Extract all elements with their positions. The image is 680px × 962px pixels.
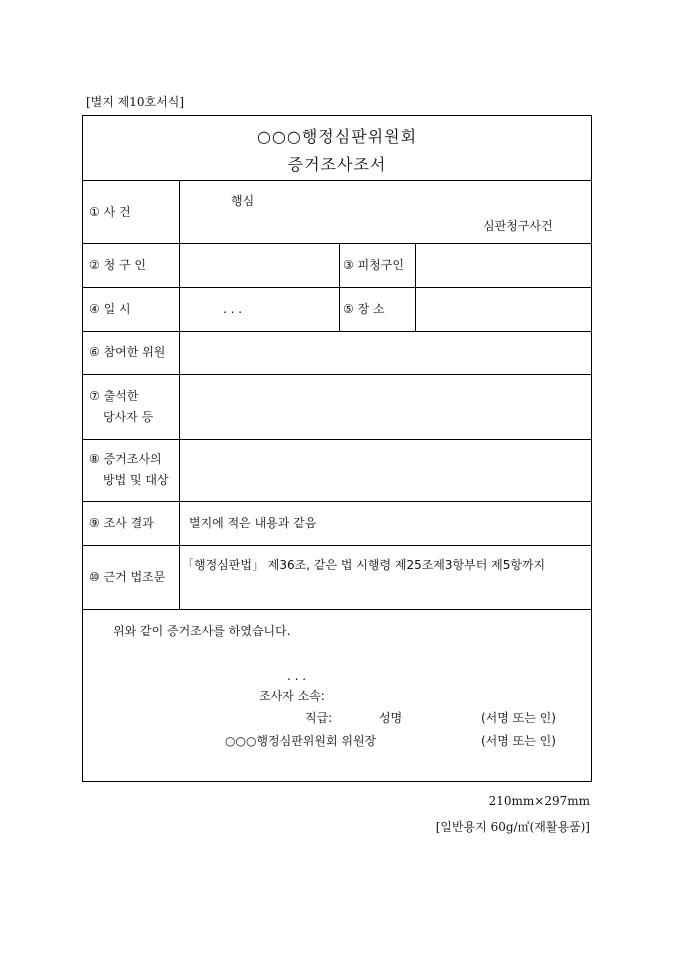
form-number-label: [별지 제10호서식]: [86, 95, 184, 109]
paper-spec: [일반용지 60g/㎡(재활용품)]: [435, 820, 590, 834]
investigator-affiliation: 조사자 소속:: [259, 689, 325, 703]
divider: [83, 374, 591, 375]
closing-date-dots: . . .: [287, 669, 307, 683]
case-label: ① 사 건: [89, 205, 131, 219]
result-value: 별지에 적은 내용과 같음: [189, 516, 317, 530]
parties-label-line1: ⑦ 출석한: [89, 389, 139, 403]
basis-value: 「행정심판법」 제36조, 같은 법 시행령 제25조제3항부터 제5항까지: [182, 558, 546, 572]
chairman-title: ○○○행정심판위원회 위원장: [225, 734, 377, 748]
place-label: ⑤ 장 소: [343, 302, 385, 316]
divider: [83, 545, 591, 546]
parties-label-line2: 당사자 등: [103, 410, 154, 424]
divider: [83, 180, 591, 181]
document-title: 증거조사조서: [287, 155, 387, 174]
committee-title: ○○○행정심판위원회: [256, 127, 418, 146]
column-divider: [179, 180, 180, 609]
investigator-name: 성명: [379, 711, 403, 725]
result-label: ⑨ 조사 결과: [89, 516, 154, 530]
divider: [83, 331, 591, 332]
column-divider: [415, 243, 416, 331]
respondent-label: ③ 피청구인: [343, 258, 404, 272]
form-frame: [82, 115, 592, 782]
datetime-dots: . . .: [223, 302, 243, 316]
divider: [83, 609, 591, 610]
investigator-position: 직급:: [305, 711, 333, 725]
signature-note-2: (서명 또는 인): [481, 734, 556, 748]
case-suffix: 심판청구사건: [483, 219, 553, 233]
method-label-line2: 방법 및 대상: [103, 473, 169, 487]
signature-note-1: (서명 또는 인): [481, 711, 556, 725]
divider: [83, 501, 591, 502]
basis-label: ⑩ 근거 법조문: [89, 570, 166, 584]
divider: [83, 439, 591, 440]
claimant-label: ② 청 구 인: [89, 258, 146, 272]
method-label-line1: ⑧ 증거조사의: [89, 452, 162, 466]
column-divider: [339, 243, 340, 331]
case-prefix: 행심: [231, 194, 255, 208]
divider: [83, 243, 591, 244]
datetime-label: ④ 일 시: [89, 302, 131, 316]
closing-statement: 위와 같이 증거조사를 하였습니다.: [113, 624, 291, 638]
divider: [83, 287, 591, 288]
members-label: ⑥ 참여한 위원: [89, 345, 166, 359]
paper-size: 210mm×297mm: [488, 794, 590, 808]
